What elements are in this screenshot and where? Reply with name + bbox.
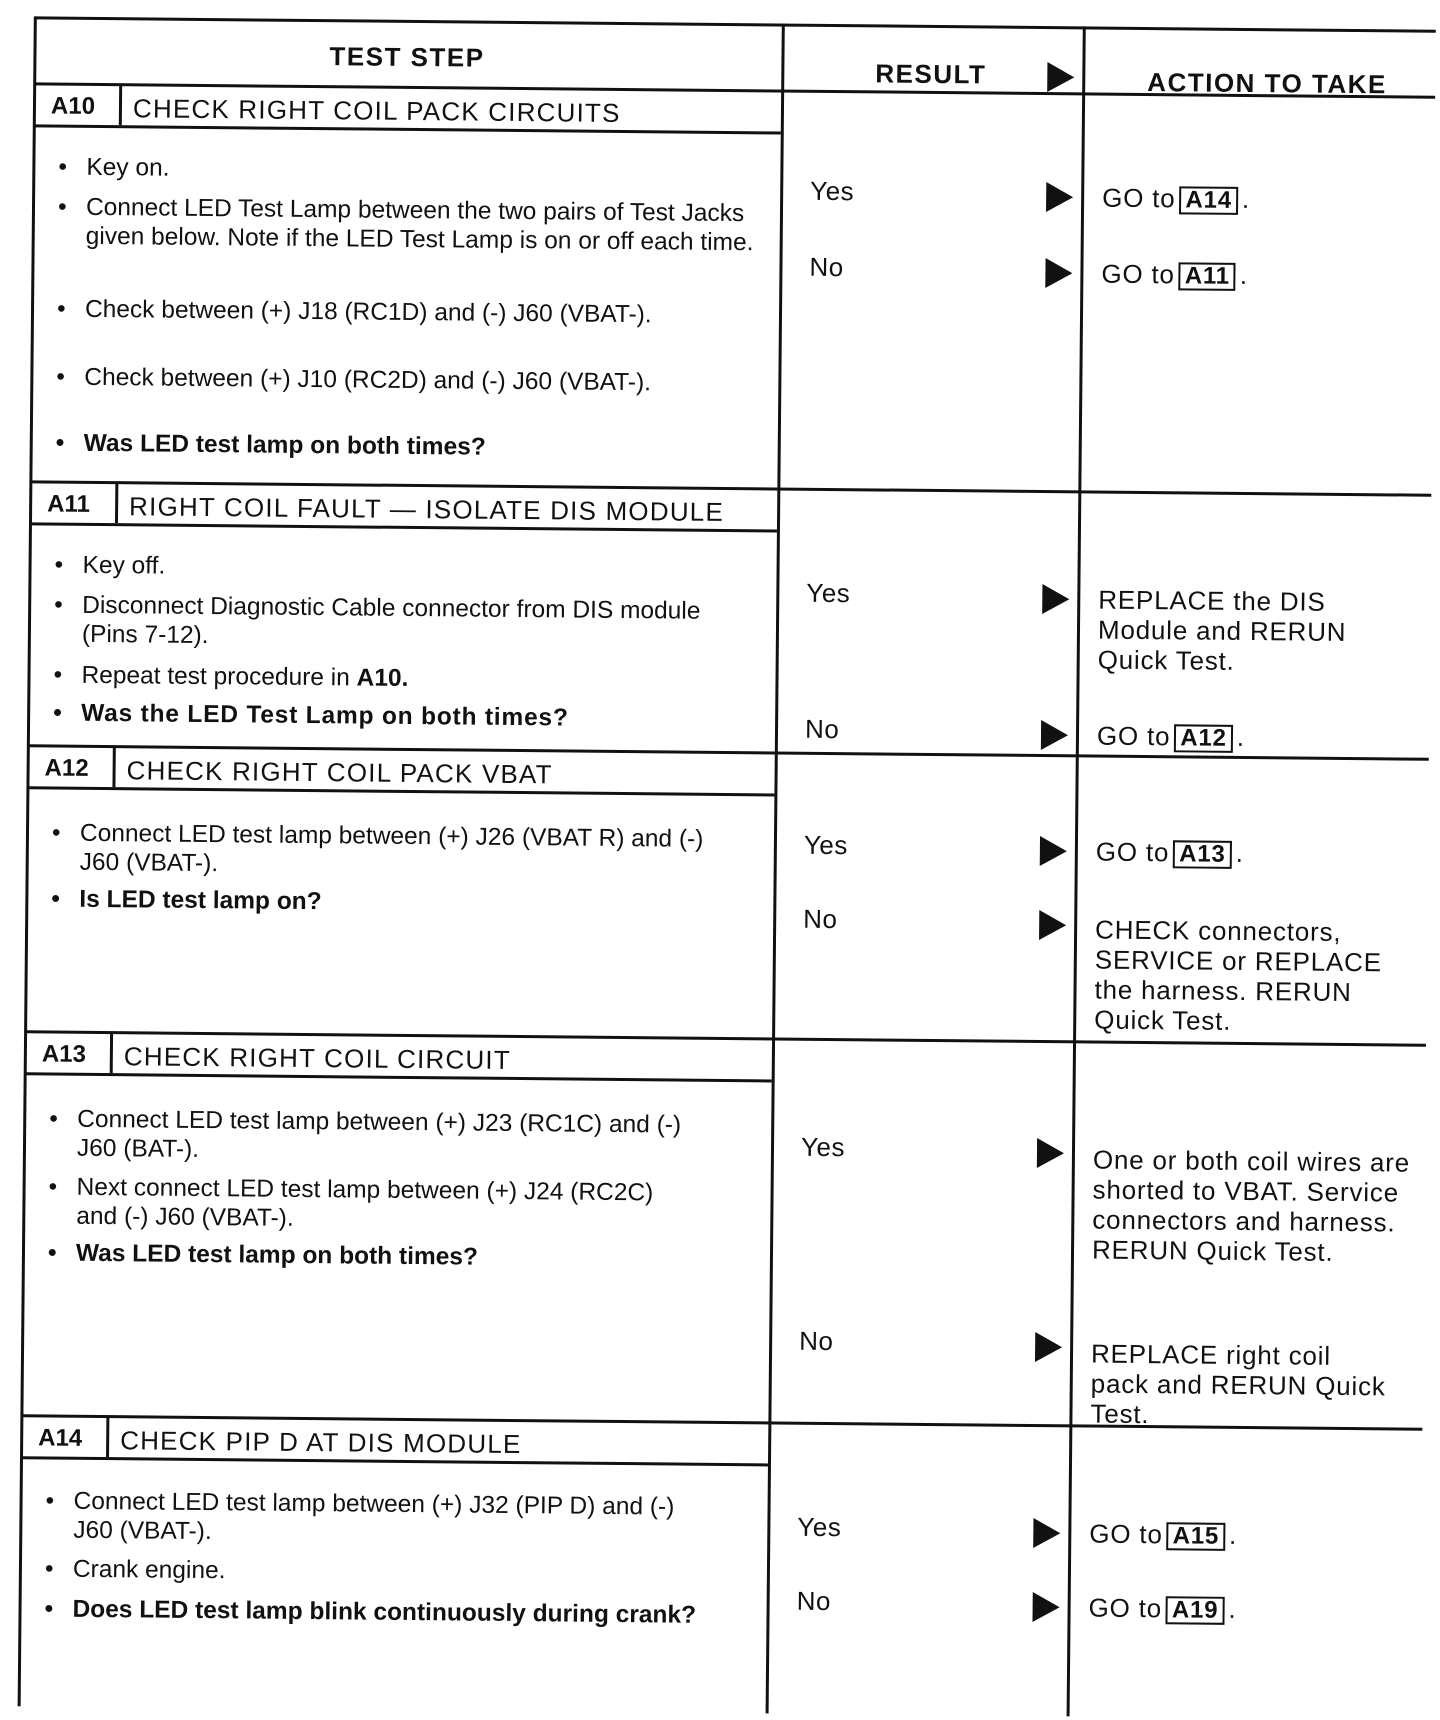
step-ref-box: A19 xyxy=(1166,1596,1225,1625)
header-arrow-icon xyxy=(1047,62,1074,92)
list-item: • Check between (+) J10 (RC2D) and (-) J60 (VBAT-). xyxy=(56,363,652,397)
step-code-a11: A11 xyxy=(47,490,90,518)
step-title-a12: CHECK RIGHT COIL PACK VBAT xyxy=(126,755,553,790)
arrow-icon xyxy=(1045,258,1072,288)
list-item: • Crank engine. xyxy=(44,1555,226,1585)
step-ref-box: A15 xyxy=(1167,1522,1226,1551)
result-no: No xyxy=(796,1585,832,1617)
action-text: GO to A13 . xyxy=(1095,836,1244,868)
result-no: No xyxy=(804,713,840,745)
action-text: REPLACE right coil pack and RERUN Quick Test. xyxy=(1090,1338,1386,1430)
table-left-border xyxy=(18,16,37,1706)
action-text: One or both coil wires are shorted to VBAT. Service connectors and harness. RERUN Quick Test. xyxy=(1091,1144,1411,1267)
code-divider xyxy=(115,483,118,523)
result-no: No xyxy=(799,1325,834,1357)
step-ref-box: A13 xyxy=(1173,840,1232,869)
action-text: CHECK connectors, SERVICE or REPLACE the harness. RERUN Quick Test. xyxy=(1094,914,1383,1036)
list-item: • Check between (+) J18 (RC1D) and (-) J60 (VBAT-). xyxy=(56,295,652,329)
list-item: • Was LED test lamp on both times? xyxy=(55,429,486,461)
arrow-icon xyxy=(1032,1592,1059,1622)
arrow-icon xyxy=(1041,720,1068,750)
list-item: • Next connect LED test lamp between (+) J24 (RC2C) and (-) J60 (VBAT-). xyxy=(48,1173,654,1232)
step-title-a11: RIGHT COIL FAULT — ISOLATE DIS MODULE xyxy=(129,491,725,527)
step-ref-box: A11 xyxy=(1179,262,1236,291)
step-code-a13: A13 xyxy=(41,1040,87,1068)
step-code-a12: A12 xyxy=(44,754,89,782)
result-yes: Yes xyxy=(797,1511,842,1543)
list-item: • Key off. xyxy=(54,551,166,580)
arrow-icon xyxy=(1035,1332,1062,1362)
step-title-a14: CHECK PIP D AT DIS MODULE xyxy=(120,1425,522,1460)
column-divider-result xyxy=(766,24,785,1714)
step-title-a13: CHECK RIGHT COIL CIRCUIT xyxy=(123,1041,512,1075)
table-top-border xyxy=(36,16,1436,32)
result-yes: Yes xyxy=(800,1131,846,1163)
arrow-icon xyxy=(1040,836,1067,866)
code-divider xyxy=(112,747,115,787)
list-item: • Was LED test lamp on both times? xyxy=(47,1239,479,1271)
list-item: • Is LED test lamp on? xyxy=(51,885,322,916)
arrow-icon xyxy=(1046,182,1073,212)
action-text: GO to A11 . xyxy=(1101,258,1249,290)
action-text: GO to A15 . xyxy=(1089,1518,1238,1550)
list-item: • Connect LED test lamp between (+) J32 (PIP D) and (-) J60 (VBAT-). xyxy=(45,1487,675,1546)
code-divider xyxy=(110,1033,113,1073)
header-result: RESULT xyxy=(875,58,987,90)
list-item: • Disconnect Diagnostic Cable connector from DIS module (Pins 7-12). xyxy=(54,591,701,650)
step-title-a10: CHECK RIGHT COIL PACK CIRCUITS xyxy=(132,93,621,128)
code-divider xyxy=(119,85,122,125)
list-item: • Repeat test procedure in A10. xyxy=(53,661,409,692)
action-text: GO to A19 . xyxy=(1088,1592,1237,1624)
result-yes: Yes xyxy=(803,829,848,861)
arrow-icon xyxy=(1037,1138,1064,1168)
result-yes: Yes xyxy=(810,175,855,207)
result-no: No xyxy=(809,251,844,283)
list-item: • Connect LED test lamp between (+) J23 (RC1C) and (-) J60 (BAT-). xyxy=(49,1105,682,1163)
arrow-icon xyxy=(1042,584,1069,614)
list-item: • Connect LED test lamp between (+) J26 (VBAT R) and (-) J60 (VBAT-). xyxy=(51,819,704,878)
list-item: • Connect LED Test Lamp between the two pairs of Test Jacks given below. Note if the LED Test Lamp is on or off each time. xyxy=(57,193,754,257)
header-action: ACTION TO TAKE xyxy=(1147,67,1387,100)
action-text: REPLACE the DIS Module and RERUN Quick Test. xyxy=(1097,584,1347,676)
action-text: GO to A14 . xyxy=(1102,182,1251,215)
result-yes: Yes xyxy=(806,577,851,609)
arrow-icon xyxy=(1039,910,1066,940)
list-item: • Does LED test lamp blink continuously during crank? xyxy=(44,1595,697,1629)
list-item: • Was the LED Test Lamp on both times? xyxy=(53,699,569,732)
step-ref-box: A14 xyxy=(1179,186,1238,215)
step-ref-box: A12 xyxy=(1174,724,1233,753)
action-text: GO to A12 . xyxy=(1096,720,1245,752)
step-code-a14: A14 xyxy=(38,1424,83,1452)
header-test-step: TEST STEP xyxy=(329,41,485,73)
arrow-icon xyxy=(1033,1518,1060,1548)
code-divider xyxy=(106,1417,109,1457)
result-no: No xyxy=(803,903,838,935)
step-code-a10: A10 xyxy=(50,92,96,120)
list-item: • Key on. xyxy=(58,153,170,182)
